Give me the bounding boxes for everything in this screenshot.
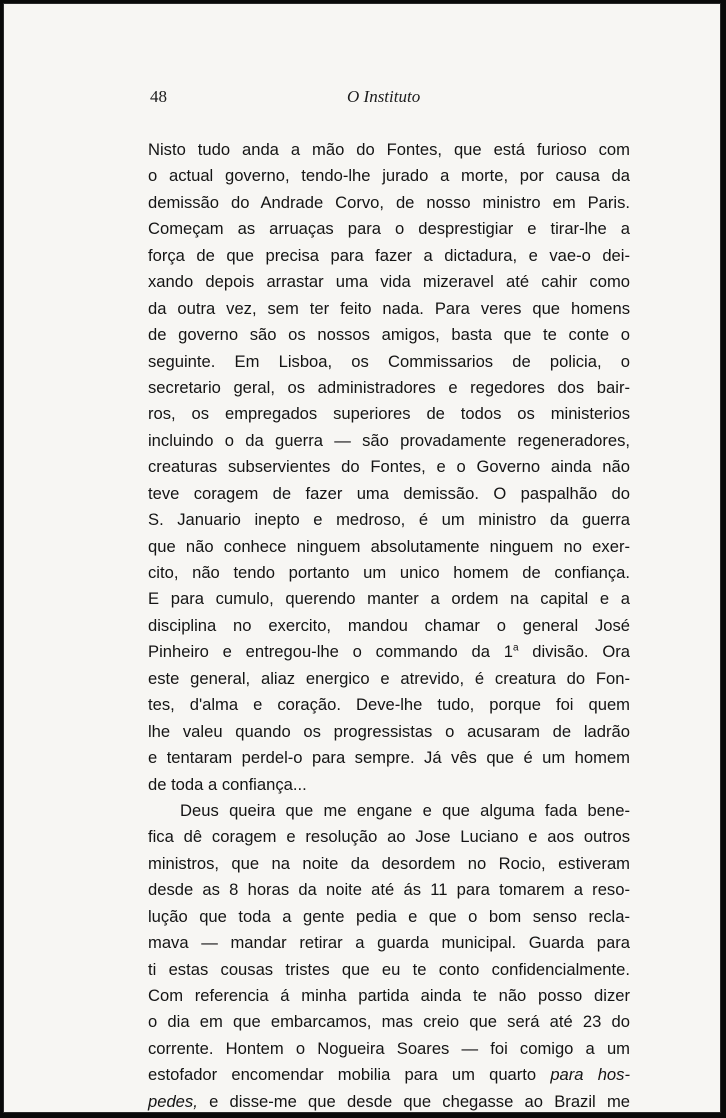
text-line: o actual governo, tendo-lhe jurado a morte, por causa da xyxy=(148,166,630,186)
text-line: mava — mandar retirar a guarda municipal. Guarda para xyxy=(148,933,630,953)
text-line: seguinte. Em Lisboa, os Commissarios de policia, o xyxy=(148,351,630,371)
text-line: e tentaram perdel-o para sempre. Já vês que é um homem xyxy=(148,748,630,768)
superscript: a xyxy=(512,642,519,654)
text-line: este general, aliaz energico e atrevido, é creatura do Fon- xyxy=(148,668,630,688)
text-line-with-italic xyxy=(148,1089,630,1115)
running-title: O Instituto xyxy=(347,87,421,106)
page-header xyxy=(150,87,630,111)
text-line: incluindo o da guerra — são provadamente regeneradores, xyxy=(148,430,630,450)
text-line: xando depois arrastar uma vida mizeravel até cahir como xyxy=(148,272,630,292)
text-line: ros, os empregados superiores de todos os ministerios xyxy=(148,404,630,424)
text-line: tes, d'alma e coração. Deve-lhe tudo, porque foi quem xyxy=(148,695,630,715)
text-line: da outra vez, sem ter feito nada. Para veres que homens xyxy=(148,298,630,318)
text-line: ti estas cousas tristes que eu te conto confidencialmente. xyxy=(148,959,630,979)
italic-phrase: para hos- xyxy=(550,1065,630,1085)
text-line: cito, não tendo portanto um unico homem de confiança. xyxy=(148,563,630,582)
text-line: S. Januario inepto e medroso, é um ministro da guerra xyxy=(148,510,630,530)
line-text: Pinheiro e entregou-lhe o commando da 1 xyxy=(148,642,513,662)
page-number: 48 xyxy=(150,87,167,106)
text-line: Deus queira que me engane e que alguma fada bene- xyxy=(180,800,630,820)
text-line: Com referencia á minha partida ainda te não posso dizer xyxy=(148,986,630,1005)
line-text: e disse-me que desde que chegasse ao Brazil me xyxy=(209,1091,630,1111)
book-page xyxy=(3,3,721,1113)
text-line: teve coragem de fazer uma demissão. O paspalhão do xyxy=(148,483,630,503)
text-line: que não conhece ninguem absolutamente ninguem no exer- xyxy=(148,536,630,556)
text-line: fica dê coragem e resolução ao Jose Luciano e aos outros xyxy=(148,827,630,847)
text-line: demissão do Andrade Corvo, de nosso ministro em Paris. xyxy=(148,192,630,212)
text-line-with-superscript xyxy=(148,639,630,665)
italic-phrase: pedes, xyxy=(148,1091,198,1111)
text-line: E para cumulo, querendo manter a ordem na capital e a xyxy=(148,589,630,609)
body-text xyxy=(148,137,630,1115)
text-line: o dia em que embarcamos, mas creio que será até 23 do xyxy=(148,1012,630,1032)
text-line: Começam as arruaças para o desprestigiar e tirar-lhe a xyxy=(148,219,630,239)
line-text: estofador encomendar mobilia para um quarto xyxy=(148,1065,537,1085)
text-line: lhe valeu quando os progressistas o acusaram de ladrão xyxy=(148,721,630,741)
text-line: de toda a confiança... xyxy=(148,774,307,794)
text-line: creaturas subservientes do Fontes, e o Governo ainda não xyxy=(148,457,630,477)
text-line: lução que toda a gente pedia e que o bom senso recla- xyxy=(148,906,630,926)
text-line: desde as 8 horas da noite até ás 11 para tomarem a reso- xyxy=(148,880,630,900)
text-line: de governo são os nossos amigos, basta que te conte o xyxy=(148,325,630,345)
text-line: corrente. Hontem o Nogueira Soares — foi comigo a um xyxy=(148,1038,630,1058)
text-line: disciplina no exercito, mandou chamar o general José xyxy=(148,615,630,635)
line-tail: divisão. Ora xyxy=(532,642,630,662)
text-line: força de que precisa para fazer a dictadura, e vae-o dei- xyxy=(148,245,630,265)
text-line-with-italic xyxy=(148,1062,630,1088)
text-line: ministros, que na noite da desordem no Rocio, estiveram xyxy=(148,853,630,873)
text-line: Nisto tudo anda a mão do Fontes, que está furioso com xyxy=(148,140,630,159)
text-line: secretario geral, os administradores e regedores dos bair- xyxy=(148,377,630,397)
